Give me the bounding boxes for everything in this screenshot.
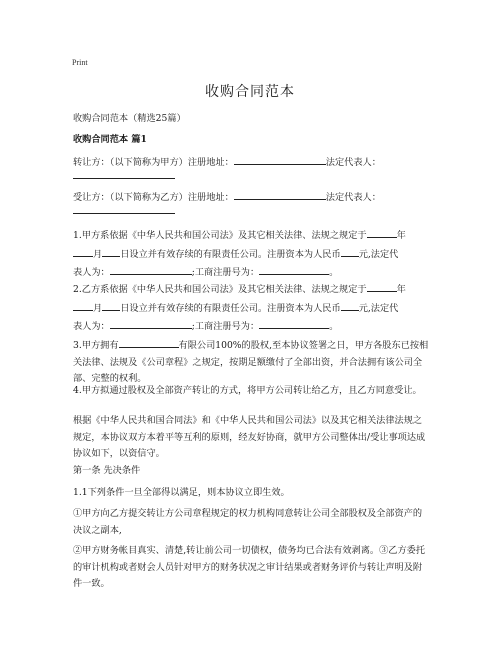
clause-1-reg-blank (259, 263, 329, 275)
clause-2-year-blank (367, 280, 397, 292)
clause-1-text-d: 日设立并有效存续的有限责任公司。注册资本为人民币 (120, 248, 341, 260)
clause-2-text-c: 月 (93, 302, 103, 314)
clause-2-reg-blank (259, 317, 329, 329)
document-subtitle: 收购合同范本（精选25篇） (73, 113, 186, 124)
clause-1-text-e: 元,法定代 (358, 248, 399, 260)
transferee-line (73, 188, 429, 214)
transferee-rep-label: 法定代表人： (325, 192, 381, 203)
condition-1: ①甲方向乙方提交转让方公司章程规定的权力机构同意转让公司全部股权及全部资产的决议之副本, (73, 508, 423, 536)
clause-3-text-b: 有限公司100%的股权,至本协议签署之日，甲方各股东已按相关法律、法规及《公司章程》之规定，按期足额缴付了全部出资，并合法拥有该公司全部、完整的权利。 (73, 340, 429, 384)
clause-2 (73, 280, 429, 336)
clause-2-text-b: 年 (396, 284, 406, 295)
clause-2-text-g: ;工商注册号为： (191, 321, 260, 332)
clause-2-text-f: 表人为： (73, 321, 110, 332)
clause-2-capital-blank (341, 299, 359, 311)
document-title: 收购合同范本 (205, 84, 295, 100)
clause-3 (73, 336, 429, 388)
transferor-prefix: 转让方：（以下简称为甲方）注册地址： (73, 157, 234, 168)
clause-1-text-b: 年 (396, 230, 406, 241)
clause-1-capital-blank (341, 245, 359, 257)
clause-1-rep-blank (110, 263, 192, 275)
clause-2-text-a: 2.乙方系依据《中华人民共和国公司法》及其它相关法律、法规之规定于 (73, 284, 367, 295)
article-1-1: 1.1下列条件一旦全部得以满足，则本协议立即生效。 (73, 487, 290, 498)
transferee-prefix: 受让方：（以下简称为乙方）注册地址： (73, 192, 234, 203)
clause-2-text-d: 日设立并有效存续的有限责任公司。注册资本为人民币 (120, 302, 341, 314)
transferor-address-blank (234, 153, 326, 165)
transferor-rep-blank (73, 174, 175, 179)
clause-1-text-h: 。 (329, 267, 339, 278)
clause-2-rep-blank (110, 317, 192, 329)
clause-1-text-g: ;工商注册号为： (191, 267, 260, 278)
clause-1-text-c: 月 (93, 248, 103, 260)
article-1-title: 第一条 先决条件 (73, 465, 141, 476)
clause-4: 4.甲方拟通过股权及全部资产转让的方式，将甲方公司转让给乙方，且乙方同意受让。 (73, 385, 422, 396)
clause-1-day-blank (102, 245, 120, 257)
preamble-paragraph: 根据《中华人民共和国合同法》和《中华人民共和国公司法》以及其它相关法律法规之规定，本协议双方本着平等互利的原则，经友好协商，就甲方公司整体出/受让事项达成协议如下，以资信守。 (73, 415, 426, 459)
condition-2: ②甲方财务帐目真实、清楚,转让前公司一切债权，债务均已合法有效剥离。③乙方委托的审计机构或者财会人员针对甲方的财务状况之审计结果或者财务评价与转让声明及附件一致。 (73, 545, 426, 589)
clause-1-month-pre-blank (73, 245, 93, 257)
print-label[interactable]: Print (72, 58, 88, 67)
clause-2-text-e: 元,法定代 (358, 302, 399, 314)
clause-2-day-blank (102, 299, 120, 311)
clause-3-text-a: 3.甲方拥有 (73, 340, 119, 351)
transferor-line (73, 153, 429, 179)
transferee-rep-blank (73, 209, 175, 214)
clause-1-year-blank (367, 226, 397, 238)
clause-1 (73, 226, 429, 282)
clause-1-text-f: 表人为： (73, 267, 110, 278)
clause-2-text-h: 。 (329, 321, 339, 332)
clause-1-text-a: 1.甲方系依据《中华人民共和国公司法》及其它相关法律、法规之规定于 (73, 230, 367, 241)
section-title: 收购合同范本 篇1 (73, 134, 147, 145)
clause-2-month-pre-blank (73, 299, 93, 311)
transferee-address-blank (234, 188, 326, 200)
transferor-rep-label: 法定代表人： (325, 157, 381, 168)
clause-3-company-blank (119, 336, 179, 348)
